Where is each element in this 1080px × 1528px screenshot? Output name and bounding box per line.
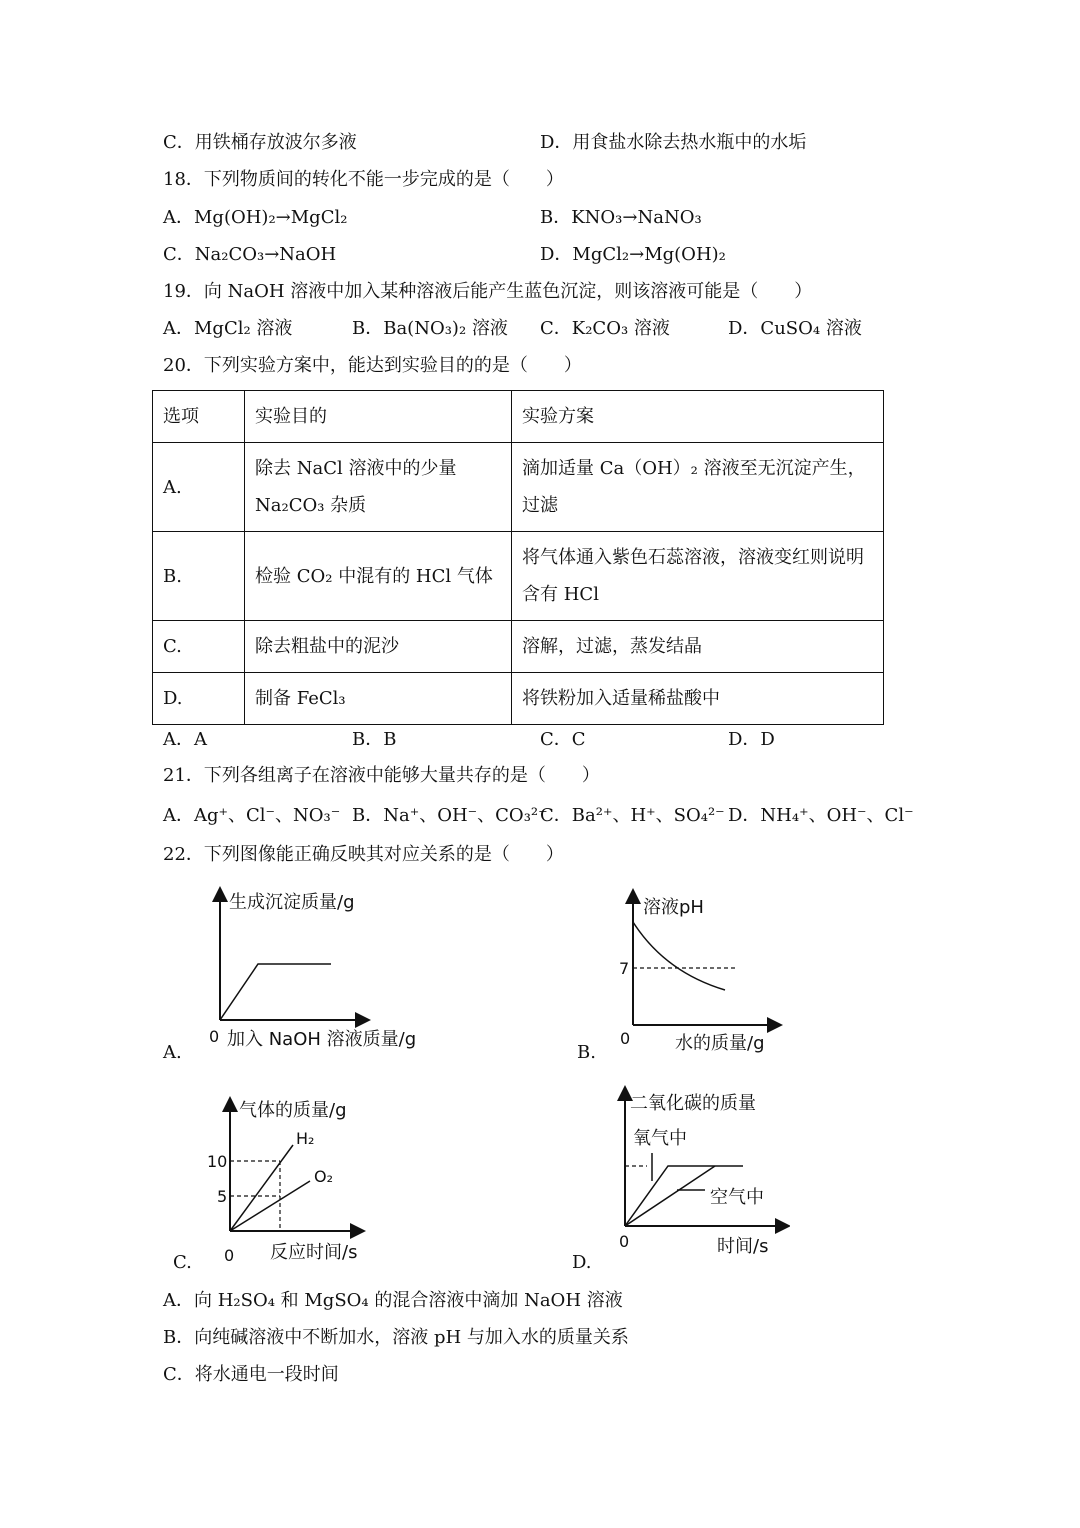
graph-d-ylabel: 二氧化碳的质量 [630, 1093, 756, 1114]
row-option: B. [153, 532, 245, 621]
graph-a [195, 880, 435, 1060]
q19-option-d: D．CuSO₄ 溶液 [728, 318, 862, 339]
graph-a-xlabel: 加入 NaOH 溶液质量/g [227, 1029, 417, 1050]
graph-c-o2-label: O₂ [314, 1167, 334, 1186]
graph-d-origin: 0 [619, 1232, 630, 1251]
graph-d-option: D. [572, 1252, 592, 1273]
graph-c-o2-line [230, 1181, 310, 1231]
graph-d-air-label: 空气中 [710, 1187, 764, 1208]
graph-a-origin: 0 [209, 1027, 220, 1046]
q18-option-b: B．KNO₃→NaNO₃ [540, 207, 702, 228]
row-option: C. [153, 621, 245, 673]
graph-c-ylabel: 气体的质量/g [239, 1100, 347, 1121]
q18-stem: 18．下列物质间的转化不能一步完成的是（ ） [163, 169, 564, 190]
graph-c-h2-label: H₂ [296, 1129, 315, 1148]
q20-option-c: C．C [540, 729, 586, 750]
table-row [153, 443, 884, 532]
q19-option-c: C．K₂CO₃ 溶液 [540, 318, 670, 339]
experiment-table [152, 390, 884, 725]
graph-b-ylabel: 溶液pH [643, 897, 704, 918]
q22-option-c: C．将水通电一段时间 [163, 1364, 339, 1385]
graph-a-curve [220, 964, 331, 1020]
row-option: A. [153, 443, 245, 532]
graph-d-oxygen-label: 氧气中 [633, 1128, 687, 1149]
table-header-row [153, 391, 884, 443]
q19-option-b: B．Ba(NO₃)₂ 溶液 [352, 318, 508, 339]
q20-stem: 20．下列实验方案中，能达到实验目的的是（ ） [163, 355, 582, 376]
graph-d [605, 1085, 790, 1265]
q20-option-a: A．A [163, 729, 207, 750]
table-row [153, 532, 884, 621]
graph-d-air-curve [625, 1166, 715, 1226]
q20-option-b: B．B [352, 729, 397, 750]
q19-option-a: A．MgCl₂ 溶液 [163, 318, 293, 339]
q18-option-a: A．Mg(OH)₂→MgCl₂ [163, 207, 348, 228]
q18-option-c: C．Na₂CO₃→NaOH [163, 244, 337, 265]
q21-stem: 21．下列各组离子在溶液中能够大量共存的是（ ） [163, 765, 600, 786]
row-plan: 将铁粉加入适量稀盐酸中 [512, 673, 884, 725]
q17-option-c: C．用铁桶存放波尔多液 [163, 132, 357, 153]
header-option: 选项 [153, 391, 245, 443]
header-purpose: 实验目的 [245, 391, 512, 443]
q19-stem: 19．向 NaOH 溶液中加入某种溶液后能产生蓝色沉淀，则该溶液可能是（ ） [163, 281, 813, 302]
row-plan: 将气体通入紫色石蕊溶液，溶液变红则说明含有 HCl [512, 532, 884, 621]
graph-c-option: C. [173, 1252, 192, 1273]
graph-b-curve [633, 922, 725, 990]
row-purpose: 检验 CO₂ 中混有的 HCl 气体 [245, 532, 512, 621]
graph-b [605, 882, 790, 1062]
graph-a-ylabel: 生成沉淀质量/g [229, 892, 355, 913]
row-purpose: 制备 FeCl₃ [245, 673, 512, 725]
q22-option-a: A．向 H₂SO₄ 和 MgSO₄ 的混合溶液中滴加 NaOH 溶液 [163, 1290, 623, 1311]
q21-option-d: D．NH₄⁺、OH⁻、Cl⁻ [728, 805, 914, 826]
q22-stem: 22．下列图像能正确反映其对应关系的是（ ） [163, 844, 564, 865]
graph-b-tick: 7 [619, 959, 630, 978]
graph-c-tick-5: 5 [217, 1187, 228, 1206]
graph-d-xlabel: 时间/s [717, 1236, 769, 1257]
header-plan: 实验方案 [512, 391, 884, 443]
q22-option-b: B．向纯碱溶液中不断加水，溶液 pH 与加入水的质量关系 [163, 1327, 629, 1348]
q21-option-a: A．Ag⁺、Cl⁻、NO₃⁻ [163, 805, 341, 826]
graph-c-h2-line [230, 1145, 293, 1231]
graph-a-option: A. [163, 1042, 182, 1063]
q21-option-c: C．Ba²⁺、H⁺、SO₄²⁻ [540, 805, 725, 826]
row-option: D. [153, 673, 245, 725]
row-purpose: 除去 NaCl 溶液中的少量 Na₂CO₃ 杂质 [245, 443, 512, 532]
q18-option-d: D．MgCl₂→Mg(OH)₂ [540, 244, 726, 265]
graph-c [200, 1090, 370, 1270]
q17-option-d: D．用食盐水除去热水瓶中的水垢 [540, 132, 807, 153]
graph-c-origin: 0 [224, 1246, 235, 1265]
q20-option-d: D．D [728, 729, 775, 750]
row-purpose: 除去粗盐中的泥沙 [245, 621, 512, 673]
graph-b-origin: 0 [620, 1029, 631, 1048]
table-row [153, 673, 884, 725]
row-plan: 滴加适量 Ca（OH）₂ 溶液至无沉淀产生，过滤 [512, 443, 884, 532]
graph-b-option: B. [577, 1042, 596, 1063]
graph-c-tick-10: 10 [207, 1152, 228, 1171]
table-row [153, 621, 884, 673]
graph-b-xlabel: 水的质量/g [675, 1033, 765, 1054]
row-plan: 溶解，过滤，蒸发结晶 [512, 621, 884, 673]
q21-option-b: B．Na⁺、OH⁻、CO₃²⁻ [352, 805, 548, 826]
graph-c-xlabel: 反应时间/s [270, 1242, 358, 1263]
